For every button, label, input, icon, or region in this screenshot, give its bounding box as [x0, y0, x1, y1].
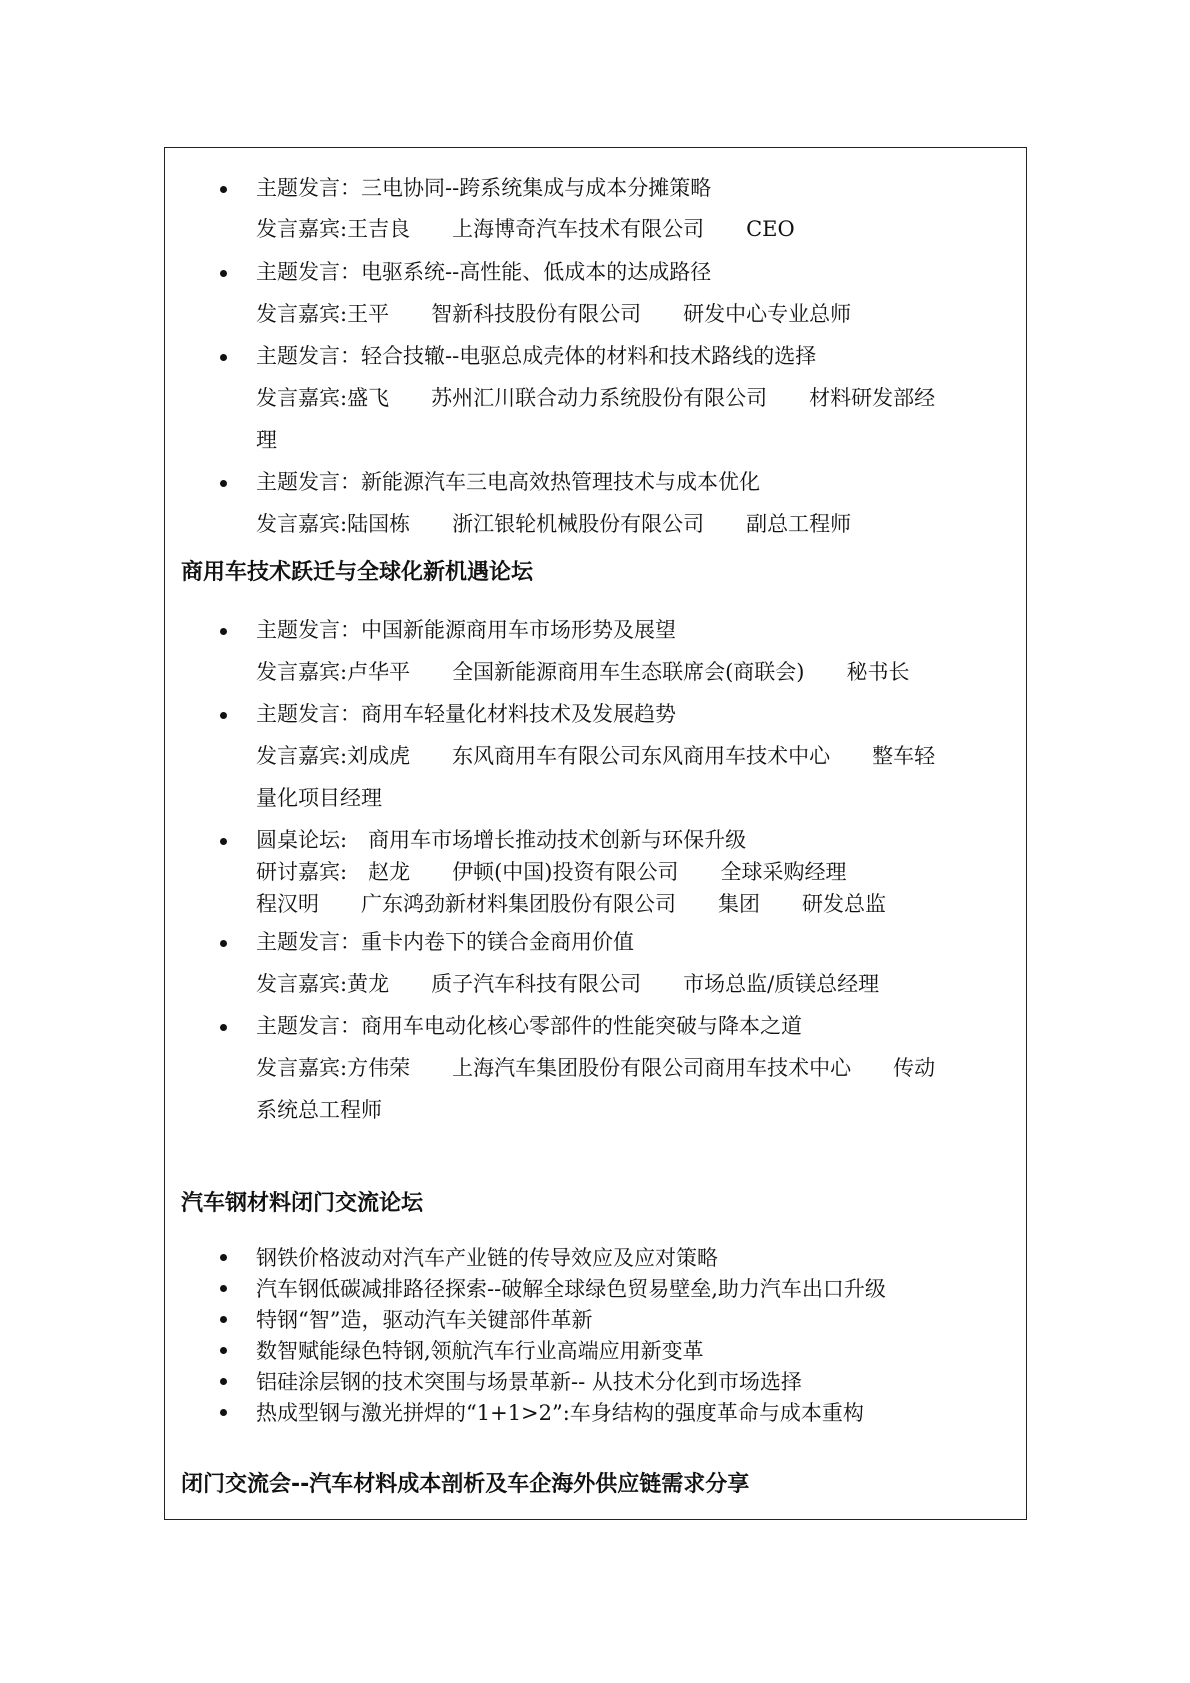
- speaker-line: 研讨嘉宾: 赵龙 伊顿(中国)投资有限公司 全球采购经理: [256, 860, 847, 884]
- list-item: 铝硅涂层钢的技术突围与场景革新-- 从技术分化到市场选择: [256, 1370, 802, 1394]
- topic-line: 主题发言：电驱系统--高性能、低成本的达成路径: [256, 260, 712, 284]
- bullet: [220, 838, 227, 845]
- speaker-line-continued: 系统总工程师: [256, 1098, 382, 1122]
- topic-line: 主题发言：轻合技辙--电驱总成壳体的材料和技术路线的选择: [256, 344, 817, 368]
- bullet: [220, 940, 227, 947]
- bullet: [220, 186, 227, 193]
- topic-line: 主题发言：商用车轻量化材料技术及发展趋势: [256, 702, 676, 726]
- topic-line: 主题发言：三电协同--跨系统集成与成本分摊策略: [256, 176, 712, 200]
- topic-line: 主题发言：新能源汽车三电高效热管理技术与成本优化: [256, 470, 760, 494]
- speaker-line-continued: 理: [256, 428, 277, 452]
- speaker-line: 发言嘉宾:王平 智新科技股份有限公司 研发中心专业总师: [256, 302, 852, 326]
- list-item: 数智赋能绿色特钢,领航汽车行业高端应用新变革: [256, 1339, 704, 1363]
- bullet: [220, 1378, 227, 1385]
- speaker-line: 发言嘉宾:盛飞 苏州汇川联合动力系统股份有限公司 材料研发部经: [256, 386, 936, 410]
- topic-line: 圆桌论坛: 商用车市场增长推动技术创新与环保升级: [256, 828, 747, 852]
- section-heading: 汽车钢材料闭门交流论坛: [181, 1191, 424, 1216]
- list-item: 热成型钢与激光拼焊的“1+1>2”:车身结构的强度革命与成本重构: [256, 1401, 864, 1425]
- bullet: [220, 1024, 227, 1031]
- section-heading: 商用车技术跃迁与全球化新机遇论坛: [181, 560, 534, 585]
- bullet: [220, 712, 227, 719]
- speaker-line: 发言嘉宾:黄龙 质子汽车科技有限公司 市场总监/质镁总经理: [256, 972, 880, 996]
- topic-line: 主题发言：中国新能源商用车市场形势及展望: [256, 618, 676, 642]
- speaker-line-continued: 程汉明 广东鸿劲新材料集团股份有限公司 集团 研发总监: [256, 892, 886, 916]
- bullet: [220, 480, 227, 487]
- bullet: [220, 628, 227, 635]
- speaker-line-continued: 量化项目经理: [256, 786, 382, 810]
- list-item: 钢铁价格波动对汽车产业链的传导效应及应对策略: [256, 1246, 718, 1270]
- topic-line: 主题发言：重卡内卷下的镁合金商用价值: [256, 930, 634, 954]
- section-heading: 闭门交流会--汽车材料成本剖析及车企海外供应链需求分享: [181, 1472, 750, 1497]
- topic-line: 主题发言：商用车电动化核心零部件的性能突破与降本之道: [256, 1014, 802, 1038]
- speaker-line: 发言嘉宾:刘成虎 东风商用车有限公司东风商用车技术中心 整车轻: [256, 744, 936, 768]
- bullet: [220, 270, 227, 277]
- bullet: [220, 354, 227, 361]
- bullet: [220, 1316, 227, 1323]
- bullet: [220, 1409, 227, 1416]
- list-item: 汽车钢低碳减排路径探索--破解全球绿色贸易壁垒,助力汽车出口升级: [256, 1277, 886, 1301]
- bullet: [220, 1347, 227, 1354]
- bullet: [220, 1254, 227, 1261]
- speaker-line: 发言嘉宾:方伟荣 上海汽车集团股份有限公司商用车技术中心 传动: [256, 1056, 936, 1080]
- speaker-line: 发言嘉宾:陆国栋 浙江银轮机械股份有限公司 副总工程师: [256, 512, 852, 536]
- list-item: 特钢“智”造，驱动汽车关键部件革新: [256, 1308, 593, 1332]
- speaker-line: 发言嘉宾:王吉良 上海博奇汽车技术有限公司 CEO: [256, 217, 795, 241]
- bullet: [220, 1285, 227, 1292]
- speaker-line: 发言嘉宾:卢华平 全国新能源商用车生态联席会(商联会) 秘书长: [256, 660, 910, 684]
